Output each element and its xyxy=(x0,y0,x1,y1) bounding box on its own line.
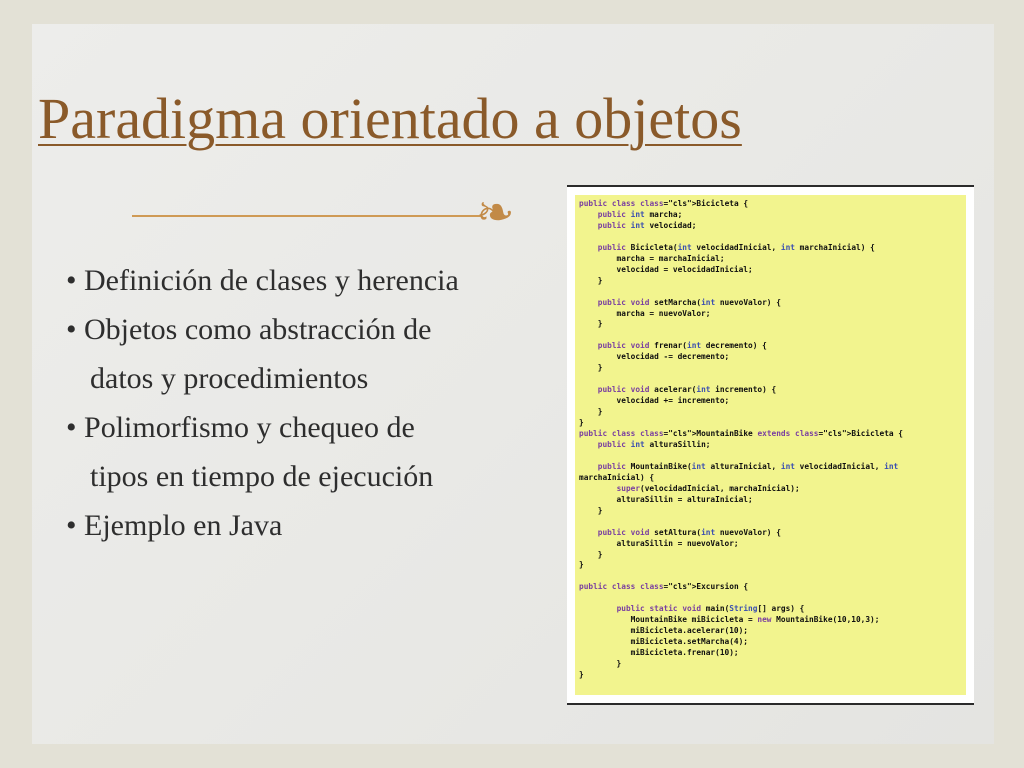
code-line: } xyxy=(597,407,603,417)
code-line: public void frenar(int decremento) { xyxy=(597,341,767,351)
code-line: public MountainBike(int alturaInicial, int velocidadInicial, int xyxy=(597,461,899,471)
code-line: miBicicleta.setMarcha(4); xyxy=(630,637,748,647)
code-line: } xyxy=(597,505,603,515)
title-divider-line xyxy=(132,215,482,217)
code-line: public void setAltura(int nuevoValor) { xyxy=(597,527,781,537)
code-line: velocidad -= decremento; xyxy=(616,352,730,362)
bullet-item: • Objetos como abstracción de xyxy=(66,313,432,346)
code-line: alturaSillin = nuevoValor; xyxy=(616,538,739,548)
code-line: } xyxy=(597,319,603,329)
code-line: public class class="cls">Bicicleta { xyxy=(579,199,749,208)
code-line: miBicicleta.acelerar(10); xyxy=(630,626,748,636)
code-image-frame xyxy=(567,185,974,705)
code-line: alturaSillin = alturaInicial; xyxy=(616,494,753,504)
code-line: marchaInicial) { xyxy=(579,472,655,482)
code-line: } xyxy=(597,363,603,373)
code-line: marcha = nuevoValor; xyxy=(616,308,711,318)
code-line: super(velocidadInicial, marchaInicial); xyxy=(616,483,800,493)
code-line: miBicicleta.frenar(10); xyxy=(630,648,739,658)
java-code-sample xyxy=(575,195,966,695)
code-line: } xyxy=(597,275,603,285)
bullet-continuation: tipos en tiempo de ejecución xyxy=(90,460,434,493)
code-line: } xyxy=(616,659,622,669)
bullet-continuation: datos y procedimientos xyxy=(90,362,369,395)
code-line: public class class="cls">Excursion { xyxy=(579,582,749,592)
slide-title: Paradigma orientado a objetos xyxy=(38,86,742,151)
code-line: public void setMarcha(int nuevoValor) { xyxy=(597,297,781,307)
code-line: } xyxy=(597,549,603,559)
code-line: public Bicicleta(int velocidadInicial, int marchaInicial) { xyxy=(597,242,875,252)
code-line: marcha = marchaInicial; xyxy=(616,253,725,263)
code-line: } xyxy=(579,669,584,679)
code-line: public void acelerar(int incremento) { xyxy=(597,385,777,395)
bullet-item: • Polimorfismo y chequeo de xyxy=(66,411,415,444)
bullet-list xyxy=(66,256,459,550)
code-line: } xyxy=(579,418,584,428)
bullet-item: • Ejemplo en Java xyxy=(66,509,283,542)
code-line: velocidad += incremento; xyxy=(616,396,730,406)
code-line: public int alturaSillin; xyxy=(597,439,711,449)
code-line: public int marcha; xyxy=(597,209,683,219)
code-line: public int velocidad; xyxy=(597,220,697,230)
code-line: public static void main(String[] args) { xyxy=(616,604,805,614)
flourish-ornament-icon: ❧ xyxy=(476,187,515,238)
code-line: velocidad = velocidadInicial; xyxy=(616,264,753,274)
bullet-item: • Definición de clases y herencia xyxy=(66,264,459,297)
code-line: } xyxy=(579,560,584,570)
code-line: MountainBike miBicicleta = new MountainBike(10,10,3); xyxy=(579,615,880,625)
code-line: public class class="cls">MountainBike extends class="cls">Bicicleta { xyxy=(579,429,903,439)
